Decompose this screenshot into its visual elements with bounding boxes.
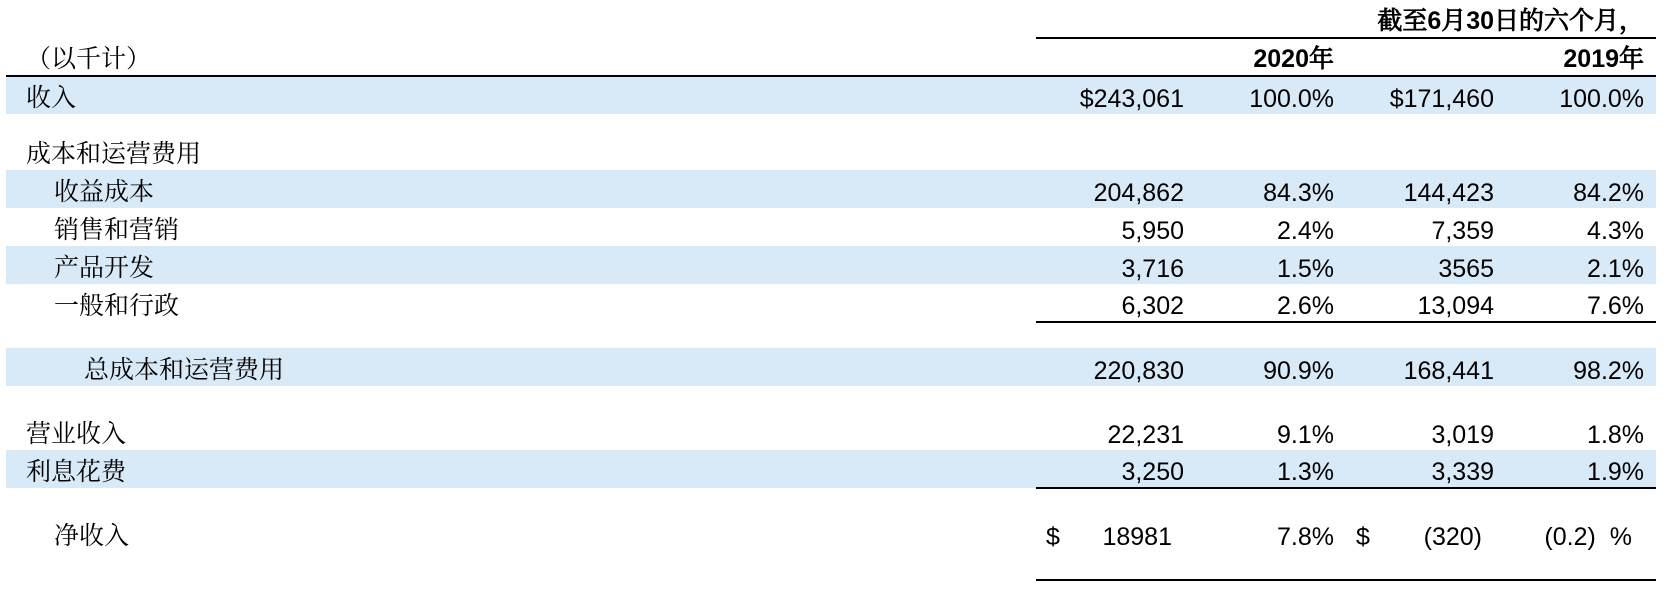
row-amount-2019: 3,339: [1346, 450, 1506, 488]
row-percent-2020: 84.3%: [1196, 170, 1346, 208]
footer-rule-2020-percent: [1196, 578, 1346, 580]
table-row: [6, 246, 1656, 284]
table-header-period-row: [6, 0, 1656, 38]
column-header-2019: 2019年: [1563, 45, 1645, 73]
period-header: 截至6月30日的六个月，: [1036, 0, 1656, 38]
row-label: 收入: [6, 76, 1036, 114]
row-amount-2020: 220,830: [1036, 348, 1196, 386]
spacer-row: [6, 114, 1656, 132]
income-statement-table: [6, 0, 1656, 581]
currency-symbol-2020: $: [1046, 523, 1060, 551]
row-amount-2020: 204,862: [1036, 170, 1196, 208]
row-amount-2020: 3,250: [1036, 450, 1196, 488]
row-amount-2019: 144,423: [1346, 170, 1506, 208]
row-amount-2019: 3565: [1346, 246, 1506, 284]
row-label: 收益成本: [6, 170, 1036, 208]
table-footer-rule-row: [6, 578, 1656, 580]
row-amount-2019: 7,359: [1431, 217, 1494, 245]
row-percent-2020: 90.9%: [1196, 348, 1346, 386]
row-amount-2019: 168,441: [1346, 348, 1506, 386]
spacer-row: [6, 488, 1656, 514]
table-header-year-row: [6, 38, 1656, 76]
table-row: [6, 208, 1656, 246]
row-amount-2020: [1036, 132, 1196, 170]
row-percent-2019: 1.8%: [1587, 421, 1645, 449]
row-percent-2020: 1.5%: [1196, 246, 1346, 284]
spacer-row: [6, 552, 1656, 578]
row-amount-2019: 3,019: [1431, 421, 1494, 449]
row-label: 销售和营销: [54, 216, 180, 244]
table-row: [6, 76, 1656, 114]
units-label: （以千计）: [26, 45, 152, 73]
row-amount-2020: $243,061: [1036, 76, 1196, 114]
table-row: [6, 170, 1656, 208]
spacer-row: [6, 386, 1656, 412]
row-percent-2019: 7.6%: [1506, 284, 1656, 322]
row-percent-2019: 98.2%: [1506, 348, 1656, 386]
header-blank-cell: [6, 0, 1036, 38]
row-percent-2019: 2.1%: [1506, 246, 1656, 284]
row-percent-2020: [1196, 132, 1346, 170]
row-label: 总成本和运营费用: [6, 348, 1036, 386]
footer-rule-2019-amount: [1346, 578, 1506, 580]
percent-gap: [1596, 523, 1610, 552]
table-row: [6, 348, 1656, 386]
spacer-row: [6, 322, 1656, 348]
row-amount-2019: [1346, 132, 1506, 170]
net-income-percent-2019-sign: %: [1609, 523, 1633, 551]
row-percent-2020: 9.1%: [1277, 421, 1334, 449]
column-header-2020: 2020年: [1253, 45, 1334, 73]
row-percent-2020: 1.3%: [1196, 450, 1346, 488]
footer-rule-2019-percent: [1506, 578, 1656, 580]
row-label: 产品开发: [6, 246, 1036, 284]
net-income-value-2019: (320): [1423, 523, 1482, 551]
table-row: [6, 412, 1656, 450]
net-income-percent-2019-value: (0.2): [1544, 523, 1596, 551]
footer-rule-2020-amount: [1036, 578, 1196, 580]
row-percent-2019: 1.9%: [1506, 450, 1656, 488]
table-row-net-income: [6, 514, 1656, 552]
row-amount-2020: 3,716: [1036, 246, 1196, 284]
table-row: [6, 450, 1656, 488]
row-amount-2020: 22,231: [1107, 421, 1184, 449]
net-income-amount-2020: [1036, 514, 1196, 552]
row-percent-2019: 100.0%: [1506, 76, 1656, 114]
row-percent-2019: 84.2%: [1506, 170, 1656, 208]
row-amount-2019: $171,460: [1346, 76, 1506, 114]
row-amount-2020: 6,302: [1036, 284, 1196, 322]
row-label: 营业收入: [26, 420, 127, 448]
row-percent-2020: 2.6%: [1196, 284, 1346, 322]
net-income-label: 净收入: [54, 522, 130, 550]
net-income-percent-2019: [1506, 514, 1656, 552]
row-percent-2020: 2.4%: [1277, 217, 1334, 245]
currency-symbol-2019: $: [1356, 523, 1370, 551]
net-income-amount-2019: [1346, 514, 1506, 552]
table-row: [6, 132, 1656, 170]
row-amount-2019: 13,094: [1346, 284, 1506, 322]
row-percent-2020: 100.0%: [1196, 76, 1346, 114]
row-percent-2019: [1506, 132, 1656, 170]
row-percent-2019: 4.3%: [1587, 217, 1645, 245]
net-income-percent-2020: 7.8%: [1277, 523, 1334, 551]
row-amount-2020: 5,950: [1121, 217, 1184, 245]
row-label: 一般和行政: [54, 292, 180, 320]
row-label: 利息花费: [6, 450, 1036, 488]
net-income-value-2020: 18981: [1102, 523, 1172, 551]
table-row: [6, 284, 1656, 322]
row-label: 成本和运营费用: [26, 140, 202, 168]
